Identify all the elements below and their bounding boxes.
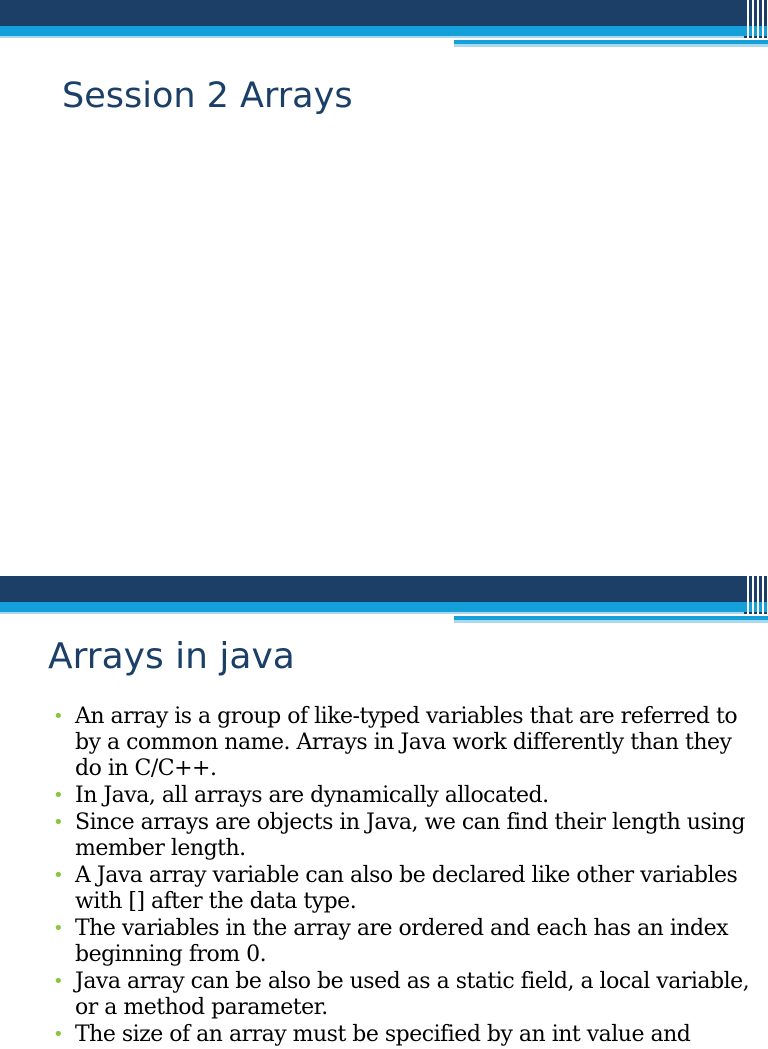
- bullet-item: [52, 704, 752, 782]
- bullet-text: The size of an array must be specified by an int value and: [75, 1022, 691, 1047]
- slide-arrays-in-java: [0, 576, 768, 1047]
- bullet-text: In Java, all arrays are dynamically allocated.: [75, 783, 549, 808]
- bullet-marker-icon: •: [53, 918, 64, 939]
- bullet-item: [52, 783, 752, 809]
- bullet-text: Java array can be also be used as a static field, a local variable, or a method parameter.: [75, 969, 750, 1020]
- bullet-marker-icon: •: [53, 971, 64, 992]
- slide-header-band: [0, 0, 768, 48]
- bullet-text: Since arrays are objects in Java, we can find their length using member length.: [75, 810, 746, 861]
- bullet-item: [52, 1022, 752, 1048]
- bullet-text: An array is a group of like-typed variables that are referred to by a common name. Arrays in Java work differently than they do in C/C++.: [75, 704, 738, 781]
- header-band-thin-line: [0, 36, 768, 38]
- header-band-dark: [0, 576, 744, 602]
- header-band-light: [0, 26, 744, 36]
- header-band-step-pale: [454, 620, 768, 623]
- bullet-item: [52, 810, 752, 862]
- bullet-item: [52, 863, 752, 915]
- bullet-text: A Java array variable can also be declared like other variables with [] after the data type.: [75, 863, 738, 914]
- slide-title: Arrays in java: [48, 636, 295, 677]
- header-band-stripes-light: [744, 26, 768, 36]
- bullet-list: [52, 704, 752, 1049]
- bullet-marker-icon: •: [53, 1024, 64, 1045]
- header-band-stripes-light: [744, 602, 768, 612]
- bullet-item: [52, 916, 752, 968]
- bullet-marker-icon: •: [53, 812, 64, 833]
- header-band-thin-line: [0, 612, 768, 614]
- bullet-marker-icon: •: [53, 706, 64, 727]
- bullet-marker-icon: •: [53, 785, 64, 806]
- header-band-dark: [0, 0, 744, 26]
- bullet-marker-icon: •: [53, 865, 64, 886]
- bullet-text: The variables in the array are ordered and each has an index beginning from 0.: [75, 916, 729, 967]
- slide-header-band: [0, 576, 768, 624]
- slide-title: Session 2 Arrays: [62, 76, 353, 116]
- header-band-step-pale: [454, 44, 768, 47]
- bullet-item: [52, 969, 752, 1021]
- header-band-light: [0, 602, 744, 612]
